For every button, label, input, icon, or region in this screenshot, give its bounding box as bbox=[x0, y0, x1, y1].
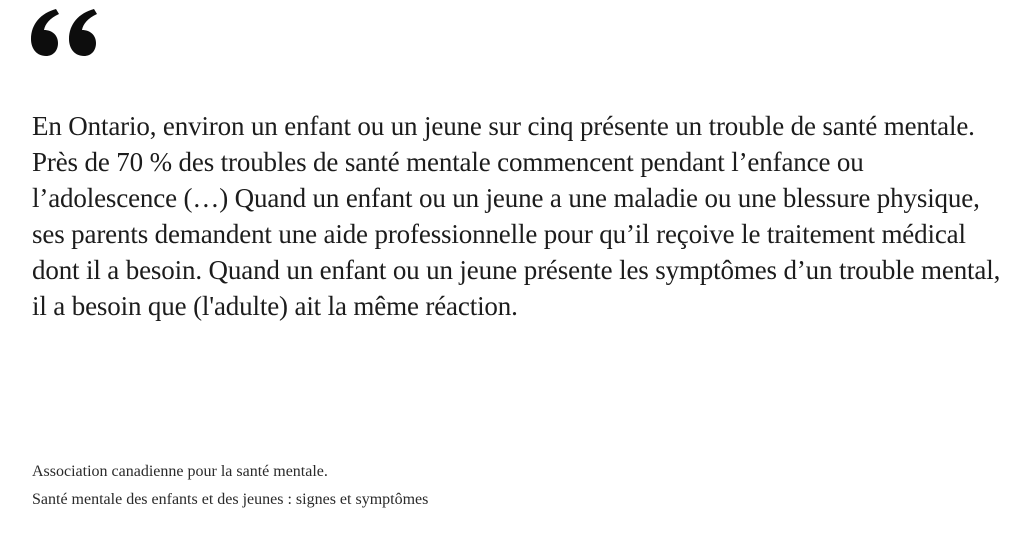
quotation-mark-glyph bbox=[30, 8, 100, 56]
citation bbox=[32, 458, 428, 514]
citation-source: Association canadienne pour la santé mentale. bbox=[32, 463, 328, 480]
citation-title: Santé mentale des enfants et des jeunes : signes et symptômes bbox=[32, 491, 429, 508]
quote-text: En Ontario, environ un enfant ou un jeune sur cinq présente un trouble de santé mentale. Près de 70 % des troubles de santé mentale commencent pendant l’enfance ou l’adolescence (…) Quand un enfant ou un jeune a une maladie ou une blessure physique, ses parents demandent une aide professionnelle pour qu’il reçoive le traitement médical dont il a besoin. Quand un enfant ou un jeune présente les symptômes d’un trouble mental, il a besoin que (l'adulte) ait la même réaction. bbox=[32, 111, 1001, 321]
quotation-mark-icon bbox=[30, 8, 100, 56]
